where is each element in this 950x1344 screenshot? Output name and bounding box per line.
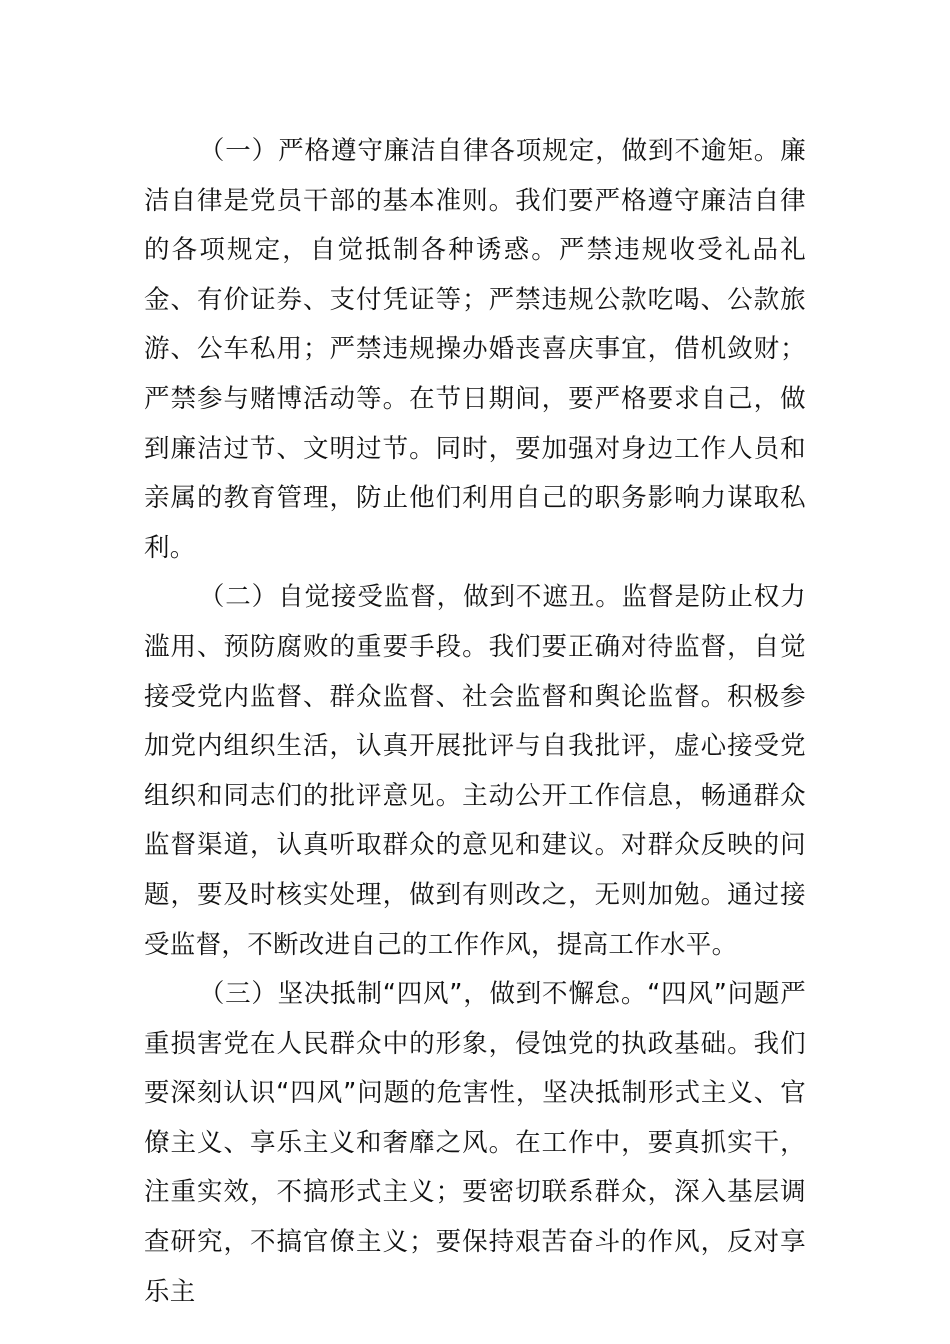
paragraph-resist-four-winds: （三）坚决抵制“四风”，做到不懈怠。“四风”问题严重损害党在人民群众中的形象，侵蚀党的执政基础。我们要深刻认识“四风”问题的危害性，坚决抵制形式主义、官僚主义、享乐主义和奢靡之风。在工作中，要真抓实干，注重实效，不搞形式主义；要密切联系群众，深入基层调查研究，不搞官僚主义；要保持艰苦奋斗的作风，反对享乐主 <box>144 979 806 1307</box>
paragraph-integrity-rules: （一）严格遵守廉洁自律各项规定，做到不逾矩。廉洁自律是党员干部的基本准则。我们要严格遵守廉洁自律的各项规定，自觉抵制各种诱惑。严禁违规收受礼品礼金、有价证券、支付凭证等；严禁违规公款吃喝、公款旅游、公车私用；严禁违规操办婚丧喜庆事宜，借机敛财；严禁参与赌博活动等。在节日期间，要严格要求自己，做到廉洁过节、文明过节。同时，要加强对身边工作人员和亲属的教育管理，防止他们利用自己的职务影响力谋取私利。 <box>144 136 806 563</box>
paragraph-accept-supervision: （二）自觉接受监督，做到不遮丑。监督是防止权力滥用、预防腐败的重要手段。我们要正确对待监督，自觉接受党内监督、群众监督、社会监督和舆论监督。积极参加党内组织生活，认真开展批评与自我批评，虚心接受党组织和同志们的批评意见。主动公开工作信息，畅通群众监督渠道，认真听取群众的意见和建议。对群众反映的问题，要及时核实处理，做到有则改之，无则加勉。通过接受监督，不断改进自己的工作作风，提高工作水平。 <box>144 582 806 960</box>
document-body <box>144 127 806 1317</box>
